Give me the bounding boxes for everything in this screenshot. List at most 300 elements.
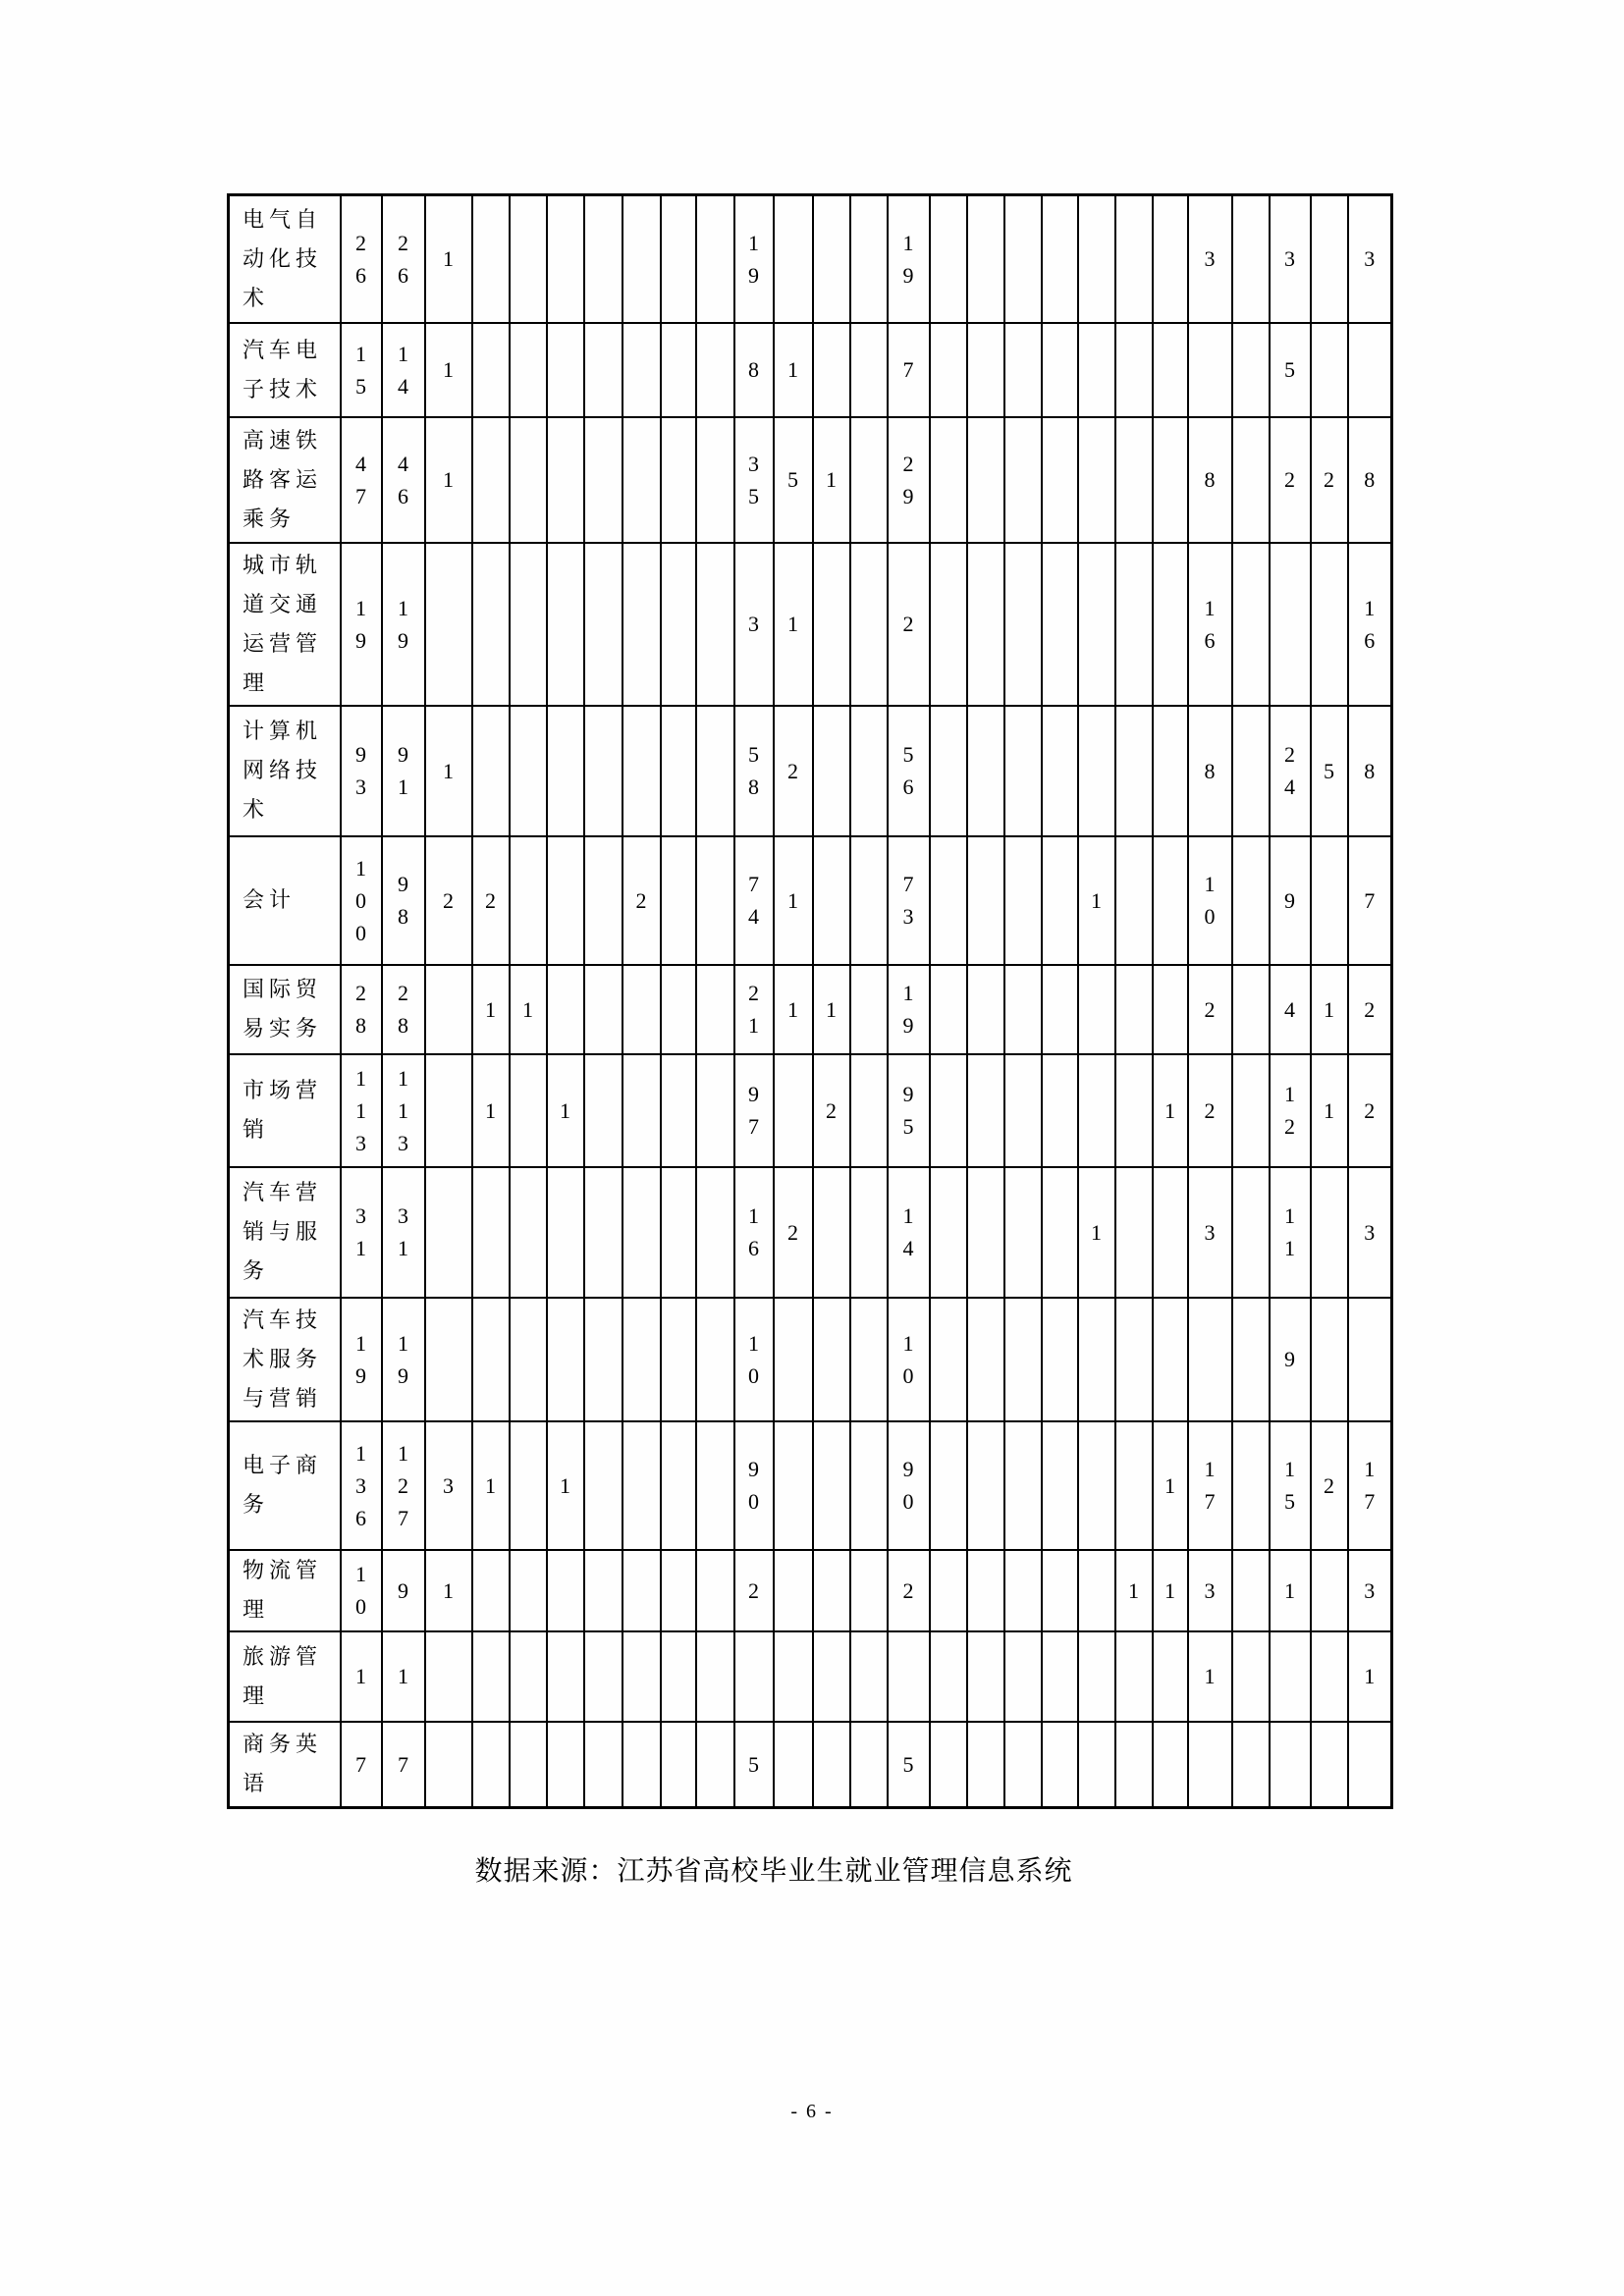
value-cell — [1232, 1054, 1270, 1167]
value-cell: 1 — [382, 1631, 425, 1722]
value-cell: 1 — [425, 1550, 472, 1631]
table-row — [229, 1167, 1392, 1298]
value-cell: 9 8 — [382, 836, 425, 965]
value-cell — [1078, 543, 1115, 706]
major-name-cell: 电子商 务 — [229, 1421, 341, 1550]
value-cell — [930, 417, 967, 543]
value-cell: 9 5 — [888, 1054, 930, 1167]
value-cell — [547, 323, 584, 417]
value-cell: 2 — [774, 1167, 813, 1298]
value-cell — [850, 543, 888, 706]
value-cell — [584, 1722, 623, 1808]
value-cell — [510, 1631, 547, 1722]
value-cell: 1 — [425, 195, 472, 323]
value-cell: 2 — [888, 543, 930, 706]
value-cell: 1 0 — [1188, 836, 1232, 965]
major-name-cell: 物流管 理 — [229, 1550, 341, 1631]
value-cell: 9 — [1270, 836, 1311, 965]
value-cell — [1153, 195, 1188, 323]
value-cell — [472, 543, 510, 706]
value-cell — [1153, 1298, 1188, 1421]
value-cell — [1078, 1550, 1115, 1631]
value-cell — [584, 1550, 623, 1631]
value-cell — [510, 417, 547, 543]
value-cell — [547, 1550, 584, 1631]
value-cell — [1311, 836, 1348, 965]
value-cell: 5 — [774, 417, 813, 543]
value-cell: 1 — [1311, 1054, 1348, 1167]
value-cell — [1232, 706, 1270, 836]
value-cell — [850, 1298, 888, 1421]
table-row — [229, 323, 1392, 417]
value-cell — [1042, 706, 1078, 836]
value-cell — [696, 1550, 734, 1631]
value-cell: 3 5 — [734, 417, 774, 543]
value-cell — [510, 1167, 547, 1298]
value-cell — [623, 195, 661, 323]
value-cell — [1153, 543, 1188, 706]
value-cell — [1115, 836, 1153, 965]
value-cell — [967, 1167, 1004, 1298]
value-cell: 1 4 — [382, 323, 425, 417]
value-cell — [1270, 1722, 1311, 1808]
value-cell: 1 — [1188, 1631, 1232, 1722]
value-cell — [584, 1054, 623, 1167]
value-cell: 2 4 — [1270, 706, 1311, 836]
value-cell: 9 — [1270, 1298, 1311, 1421]
value-cell — [696, 1722, 734, 1808]
value-cell — [425, 1722, 472, 1808]
value-cell — [1004, 1421, 1042, 1550]
table-row — [229, 1550, 1392, 1631]
value-cell — [661, 965, 696, 1054]
value-cell: 2 — [1348, 1054, 1392, 1167]
value-cell — [696, 706, 734, 836]
value-cell — [1078, 1631, 1115, 1722]
value-cell: 1 — [472, 1421, 510, 1550]
value-cell — [1042, 323, 1078, 417]
value-cell: 1 — [1348, 1631, 1392, 1722]
value-cell — [930, 543, 967, 706]
value-cell: 5 6 — [888, 706, 930, 836]
value-cell: 1 9 — [341, 543, 382, 706]
value-cell: 1 9 — [382, 543, 425, 706]
value-cell: 9 1 — [382, 706, 425, 836]
value-cell — [1311, 195, 1348, 323]
value-cell: 1 — [813, 417, 850, 543]
value-cell — [1042, 195, 1078, 323]
value-cell — [696, 1421, 734, 1550]
value-cell — [1188, 1298, 1232, 1421]
value-cell — [623, 1421, 661, 1550]
value-cell — [510, 836, 547, 965]
value-cell — [1004, 323, 1042, 417]
value-cell — [1078, 417, 1115, 543]
value-cell: 1 — [425, 323, 472, 417]
value-cell: 1 0 0 — [341, 836, 382, 965]
value-cell — [661, 417, 696, 543]
value-cell: 2 6 — [341, 195, 382, 323]
value-cell — [547, 836, 584, 965]
value-cell: 3 — [1348, 195, 1392, 323]
value-cell — [813, 1421, 850, 1550]
value-cell — [813, 1722, 850, 1808]
value-cell — [930, 1631, 967, 1722]
value-cell: 2 9 — [888, 417, 930, 543]
value-cell: 2 — [472, 836, 510, 965]
value-cell: 3 — [425, 1421, 472, 1550]
value-cell — [425, 543, 472, 706]
table-row — [229, 1421, 1392, 1550]
value-cell — [584, 836, 623, 965]
value-cell: 7 3 — [888, 836, 930, 965]
value-cell: 3 — [1188, 1550, 1232, 1631]
value-cell — [1153, 836, 1188, 965]
value-cell: 1 — [1311, 965, 1348, 1054]
value-cell: 2 — [623, 836, 661, 965]
major-name-cell: 计算机 网络技 术 — [229, 706, 341, 836]
value-cell: 9 0 — [888, 1421, 930, 1550]
data-source-note: 数据来源：江苏省高校毕业生就业管理信息系统 — [474, 1856, 1073, 1887]
value-cell — [1153, 323, 1188, 417]
major-name-cell: 汽车营 销与服 务 — [229, 1167, 341, 1298]
value-cell: 7 — [382, 1722, 425, 1808]
value-cell — [1115, 417, 1153, 543]
value-cell — [1232, 1631, 1270, 1722]
value-cell — [850, 1167, 888, 1298]
value-cell — [1232, 1421, 1270, 1550]
value-cell: 2 — [1270, 417, 1311, 543]
value-cell: 5 — [1311, 706, 1348, 836]
value-cell — [1042, 965, 1078, 1054]
value-cell: 2 — [774, 706, 813, 836]
value-cell — [1078, 706, 1115, 836]
major-name-cell: 汽车电 子技术 — [229, 323, 341, 417]
value-cell: 1 1 — [1270, 1167, 1311, 1298]
value-cell — [850, 706, 888, 836]
table-body — [229, 195, 1392, 1808]
value-cell — [1311, 1631, 1348, 1722]
value-cell — [510, 1421, 547, 1550]
value-cell — [1311, 1550, 1348, 1631]
value-cell — [623, 706, 661, 836]
value-cell: 1 0 — [888, 1298, 930, 1421]
value-cell: 1 5 — [1270, 1421, 1311, 1550]
value-cell: 1 1 3 — [382, 1054, 425, 1167]
value-cell — [967, 1298, 1004, 1421]
value-cell — [967, 1421, 1004, 1550]
value-cell: 1 7 — [1348, 1421, 1392, 1550]
value-cell — [1270, 1631, 1311, 1722]
value-cell: 8 — [1348, 706, 1392, 836]
value-cell: 1 — [510, 965, 547, 1054]
value-cell: 1 — [1115, 1550, 1153, 1631]
value-cell: 2 — [425, 836, 472, 965]
value-cell — [1004, 1631, 1042, 1722]
value-cell: 2 — [1348, 965, 1392, 1054]
value-cell — [1153, 1167, 1188, 1298]
value-cell — [1153, 1722, 1188, 1808]
value-cell — [584, 706, 623, 836]
value-cell — [661, 1631, 696, 1722]
value-cell — [850, 1054, 888, 1167]
value-cell — [850, 965, 888, 1054]
table-row — [229, 417, 1392, 543]
value-cell — [930, 1550, 967, 1631]
value-cell — [930, 706, 967, 836]
value-cell — [1115, 1167, 1153, 1298]
value-cell: 5 — [1270, 323, 1311, 417]
value-cell — [425, 1054, 472, 1167]
value-cell — [584, 965, 623, 1054]
value-cell: 1 — [774, 836, 813, 965]
value-cell: 2 8 — [382, 965, 425, 1054]
value-cell: 7 — [1348, 836, 1392, 965]
value-cell: 1 2 7 — [382, 1421, 425, 1550]
table-row — [229, 543, 1392, 706]
value-cell — [472, 1631, 510, 1722]
page-number: - 6 - — [790, 2101, 834, 2122]
value-cell — [1115, 1722, 1153, 1808]
value-cell — [813, 1550, 850, 1631]
value-cell — [472, 195, 510, 323]
value-cell — [696, 543, 734, 706]
value-cell — [696, 965, 734, 1054]
value-cell — [661, 836, 696, 965]
value-cell — [472, 323, 510, 417]
value-cell: 1 1 3 — [341, 1054, 382, 1167]
value-cell — [967, 417, 1004, 543]
value-cell: 3 — [1348, 1167, 1392, 1298]
value-cell: 1 9 — [888, 965, 930, 1054]
value-cell: 9 3 — [341, 706, 382, 836]
value-cell — [1115, 1298, 1153, 1421]
value-cell — [510, 323, 547, 417]
value-cell — [623, 965, 661, 1054]
value-cell — [661, 323, 696, 417]
value-cell — [661, 543, 696, 706]
value-cell — [1004, 1722, 1042, 1808]
value-cell — [1004, 836, 1042, 965]
value-cell — [623, 1631, 661, 1722]
value-cell — [813, 1298, 850, 1421]
value-cell — [623, 543, 661, 706]
table-row — [229, 965, 1392, 1054]
value-cell — [1153, 417, 1188, 543]
value-cell: 2 — [734, 1550, 774, 1631]
value-cell — [1348, 1298, 1392, 1421]
value-cell — [696, 836, 734, 965]
value-cell: 2 — [1188, 1054, 1232, 1167]
value-cell — [930, 1054, 967, 1167]
value-cell: 3 — [1270, 195, 1311, 323]
value-cell — [1232, 1298, 1270, 1421]
value-cell — [967, 1550, 1004, 1631]
value-cell — [1078, 195, 1115, 323]
value-cell: 3 1 — [382, 1167, 425, 1298]
value-cell: 5 — [734, 1722, 774, 1808]
major-name-cell: 旅游管 理 — [229, 1631, 341, 1722]
value-cell: 3 — [1188, 1167, 1232, 1298]
value-cell — [930, 836, 967, 965]
value-cell — [623, 1167, 661, 1298]
value-cell — [967, 706, 1004, 836]
value-cell — [623, 1550, 661, 1631]
value-cell — [1078, 1298, 1115, 1421]
value-cell — [696, 1054, 734, 1167]
value-cell — [1004, 1298, 1042, 1421]
value-cell: 7 — [341, 1722, 382, 1808]
value-cell — [967, 543, 1004, 706]
value-cell — [1311, 323, 1348, 417]
value-cell — [584, 1167, 623, 1298]
value-cell — [472, 1722, 510, 1808]
value-cell: 4 — [1270, 965, 1311, 1054]
value-cell: 1 0 — [734, 1298, 774, 1421]
value-cell — [774, 1298, 813, 1421]
value-cell — [1188, 1722, 1232, 1808]
value-cell — [774, 1631, 813, 1722]
value-cell — [1004, 543, 1042, 706]
value-cell — [584, 543, 623, 706]
major-name-cell: 国际贸 易实务 — [229, 965, 341, 1054]
value-cell: 1 — [1153, 1550, 1188, 1631]
value-cell — [1115, 1054, 1153, 1167]
value-cell — [850, 836, 888, 965]
major-name-cell: 会计 — [229, 836, 341, 965]
value-cell — [661, 195, 696, 323]
value-cell: 1 — [774, 323, 813, 417]
value-cell — [850, 195, 888, 323]
value-cell — [584, 1298, 623, 1421]
value-cell — [696, 323, 734, 417]
value-cell — [1042, 1550, 1078, 1631]
value-cell — [1348, 1722, 1392, 1808]
value-cell — [510, 1722, 547, 1808]
value-cell — [547, 543, 584, 706]
value-cell: 9 7 — [734, 1054, 774, 1167]
value-cell — [661, 1054, 696, 1167]
value-cell — [1004, 417, 1042, 543]
value-cell — [584, 323, 623, 417]
value-cell — [1078, 323, 1115, 417]
value-cell — [425, 965, 472, 1054]
value-cell: 9 0 — [734, 1421, 774, 1550]
value-cell — [813, 1167, 850, 1298]
value-cell — [510, 1054, 547, 1167]
value-cell — [623, 1298, 661, 1421]
value-cell: 1 9 — [734, 195, 774, 323]
value-cell — [1004, 965, 1042, 1054]
major-name-cell: 高速铁 路客运 乘务 — [229, 417, 341, 543]
value-cell: 2 1 — [734, 965, 774, 1054]
value-cell — [1232, 195, 1270, 323]
value-cell — [661, 1421, 696, 1550]
value-cell: 2 8 — [341, 965, 382, 1054]
value-cell — [1042, 1631, 1078, 1722]
value-cell — [510, 543, 547, 706]
value-cell — [1115, 195, 1153, 323]
value-cell — [930, 1298, 967, 1421]
value-cell — [774, 1550, 813, 1631]
value-cell — [1042, 1054, 1078, 1167]
value-cell: 1 — [774, 965, 813, 1054]
value-cell: 1 5 — [341, 323, 382, 417]
value-cell — [1078, 965, 1115, 1054]
value-cell — [930, 1722, 967, 1808]
value-cell — [967, 323, 1004, 417]
value-cell — [850, 1421, 888, 1550]
value-cell — [1232, 543, 1270, 706]
table-row — [229, 836, 1392, 965]
value-cell — [1311, 543, 1348, 706]
value-cell — [1232, 1722, 1270, 1808]
value-cell: 1 0 — [341, 1550, 382, 1631]
value-cell — [967, 195, 1004, 323]
value-cell — [510, 1550, 547, 1631]
value-cell — [510, 706, 547, 836]
value-cell: 3 — [1348, 1550, 1392, 1631]
value-cell — [584, 1631, 623, 1722]
value-cell: 4 7 — [341, 417, 382, 543]
value-cell: 1 — [1270, 1550, 1311, 1631]
value-cell — [1078, 1054, 1115, 1167]
value-cell — [1153, 706, 1188, 836]
major-name-cell: 汽车技 术服务 与营销 — [229, 1298, 341, 1421]
value-cell — [1115, 706, 1153, 836]
value-cell — [813, 1631, 850, 1722]
value-cell — [472, 1298, 510, 1421]
value-cell — [1042, 1722, 1078, 1808]
value-cell — [696, 1298, 734, 1421]
value-cell: 7 — [888, 323, 930, 417]
value-cell: 3 — [1188, 195, 1232, 323]
value-cell: 1 — [813, 965, 850, 1054]
value-cell: 1 7 — [1188, 1421, 1232, 1550]
value-cell — [930, 965, 967, 1054]
value-cell — [930, 1421, 967, 1550]
value-cell — [1153, 965, 1188, 1054]
value-cell — [967, 965, 1004, 1054]
value-cell — [1042, 1167, 1078, 1298]
value-cell — [1115, 543, 1153, 706]
value-cell: 7 4 — [734, 836, 774, 965]
value-cell — [547, 1722, 584, 1808]
value-cell — [472, 1167, 510, 1298]
value-cell: 1 — [1078, 1167, 1115, 1298]
value-cell — [1232, 965, 1270, 1054]
value-cell — [967, 1631, 1004, 1722]
value-cell — [930, 195, 967, 323]
value-cell — [547, 965, 584, 1054]
value-cell: 8 — [734, 323, 774, 417]
value-cell: 1 — [774, 543, 813, 706]
value-cell: 1 6 — [1348, 543, 1392, 706]
value-cell — [510, 195, 547, 323]
value-cell: 9 — [382, 1550, 425, 1631]
value-cell — [661, 1722, 696, 1808]
value-cell: 2 — [1188, 965, 1232, 1054]
value-cell: 1 — [425, 417, 472, 543]
value-cell — [661, 1550, 696, 1631]
value-cell — [547, 417, 584, 543]
value-cell: 8 — [1348, 417, 1392, 543]
table-row — [229, 1298, 1392, 1421]
value-cell — [472, 417, 510, 543]
value-cell — [774, 1421, 813, 1550]
value-cell — [623, 1054, 661, 1167]
value-cell — [1078, 1722, 1115, 1808]
